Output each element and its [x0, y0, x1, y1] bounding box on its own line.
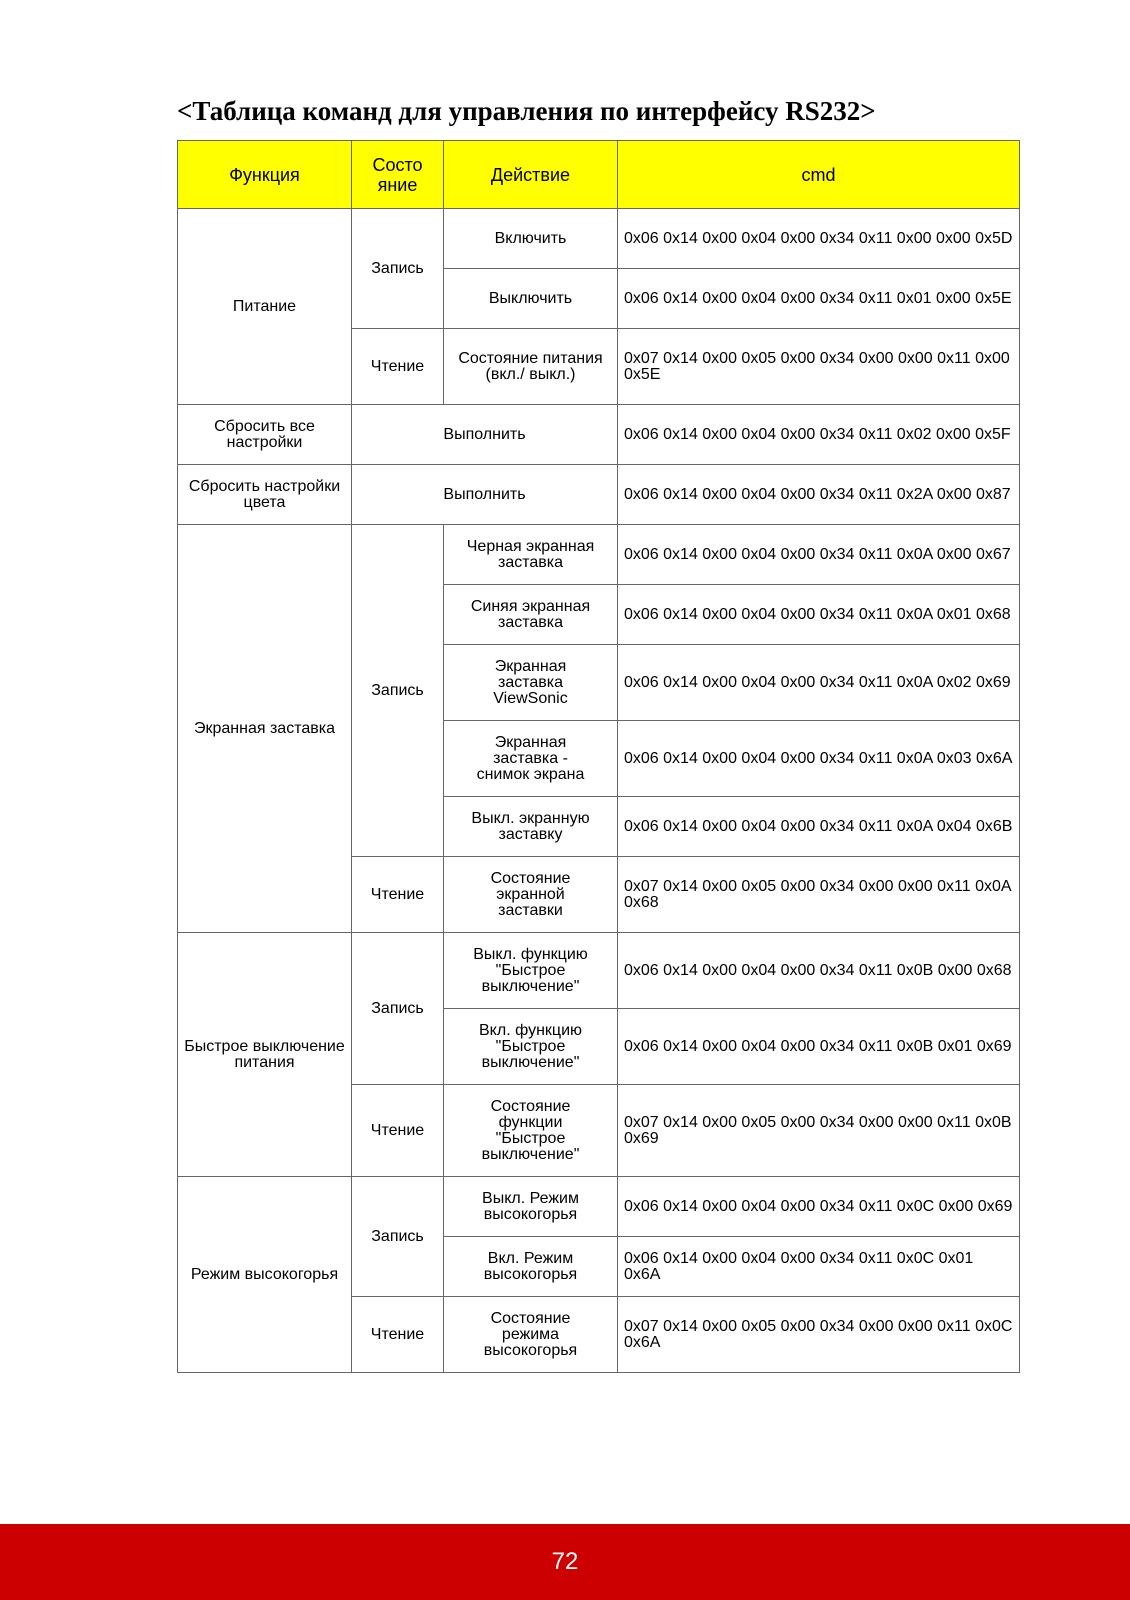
cmd-cell: 0x07 0x14 0x00 0x05 0x00 0x34 0x00 0x00 0x11 0x0B 0x69	[618, 1085, 1020, 1177]
state-cell: Чтение	[352, 329, 444, 405]
state-cell: Запись	[352, 209, 444, 329]
cmd-cell: 0x06 0x14 0x00 0x04 0x00 0x34 0x11 0x0A 0x01 0x68	[618, 585, 1020, 645]
cmd-cell: 0x06 0x14 0x00 0x04 0x00 0x34 0x11 0x0B 0x00 0x68	[618, 933, 1020, 1009]
cmd-cell: 0x06 0x14 0x00 0x04 0x00 0x34 0x11 0x2A 0x00 0x87	[618, 465, 1020, 525]
table-row	[178, 933, 1020, 1009]
cmd-cell: 0x07 0x14 0x00 0x05 0x00 0x34 0x00 0x00 0x11 0x00 0x5E	[618, 329, 1020, 405]
state-cell: Чтение	[352, 857, 444, 933]
cmd-cell: 0x06 0x14 0x00 0x04 0x00 0x34 0x11 0x0A 0x00 0x67	[618, 525, 1020, 585]
state-cell: Запись	[352, 933, 444, 1085]
header-function: Функция	[178, 141, 352, 209]
header-action: Действие	[444, 141, 618, 209]
cmd-cell: 0x06 0x14 0x00 0x04 0x00 0x34 0x11 0x02 0x00 0x5F	[618, 405, 1020, 465]
page-title: <Таблица команд для управления по интерфейсу RS232>	[177, 96, 876, 126]
action-cell	[444, 1085, 618, 1177]
cmd-cell: 0x06 0x14 0x00 0x04 0x00 0x34 0x11 0x0C 0x00 0x69	[618, 1177, 1020, 1237]
header-state	[352, 141, 444, 209]
action-cell	[444, 1009, 618, 1085]
action-cell	[444, 721, 618, 797]
cmd-cell: 0x06 0x14 0x00 0x04 0x00 0x34 0x11 0x00 0x00 0x5D	[618, 209, 1020, 269]
action-text: Экранная заставка - снимок экрана	[476, 733, 585, 783]
cmd-cell: 0x06 0x14 0x00 0x04 0x00 0x34 0x11 0x0A 0x03 0x6A	[618, 721, 1020, 797]
cmd-cell: 0x06 0x14 0x00 0x04 0x00 0x34 0x11 0x0B 0x01 0x69	[618, 1009, 1020, 1085]
page-number: 72	[551, 1548, 579, 1575]
function-cell: Экранная заставка	[178, 525, 352, 933]
action-cell: Выполнить	[352, 465, 618, 525]
table-header-row	[178, 141, 1020, 209]
action-cell: Выполнить	[352, 405, 618, 465]
action-cell	[444, 857, 618, 933]
table-row	[178, 209, 1020, 269]
action-cell	[444, 1237, 618, 1297]
action-cell	[444, 1177, 618, 1237]
action-text: Выкл. Режим высокогорья	[482, 1189, 579, 1223]
action-cell	[444, 933, 618, 1009]
cmd-cell: 0x06 0x14 0x00 0x04 0x00 0x34 0x11 0x0A 0x02 0x69	[618, 645, 1020, 721]
action-cell	[444, 645, 618, 721]
action-text: Экранная заставка ViewSonic	[493, 657, 568, 707]
cmd-cell: 0x06 0x14 0x00 0x04 0x00 0x34 0x11 0x0A 0x04 0x6B	[618, 797, 1020, 857]
action-text: Вкл. функцию "Быстрое выключение"	[479, 1021, 582, 1071]
function-cell: Сбросить настройки цвета	[178, 465, 352, 525]
state-cell: Запись	[352, 525, 444, 857]
cmd-cell: 0x07 0x14 0x00 0x05 0x00 0x34 0x00 0x00 0x11 0x0C 0x6A	[618, 1297, 1020, 1373]
header-state-text: Состо яние	[372, 154, 423, 195]
header-cmd: cmd	[618, 141, 1020, 209]
table-row	[178, 1177, 1020, 1237]
function-cell: Сбросить все настройки	[178, 405, 352, 465]
state-cell: Чтение	[352, 1085, 444, 1177]
state-cell: Запись	[352, 1177, 444, 1297]
rs232-command-table	[177, 140, 1020, 1373]
action-cell: Состояние питания (вкл./ выкл.)	[444, 329, 618, 405]
action-cell	[444, 1297, 618, 1373]
action-cell: Черная экранная заставка	[444, 525, 618, 585]
state-cell: Чтение	[352, 1297, 444, 1373]
cmd-cell: 0x07 0x14 0x00 0x05 0x00 0x34 0x00 0x00 0x11 0x0A 0x68	[618, 857, 1020, 933]
action-text: Вкл. Режим высокогорья	[483, 1249, 578, 1283]
action-cell: Синяя экранная заставка	[444, 585, 618, 645]
table-row	[178, 405, 1020, 465]
page-footer	[0, 1524, 1130, 1600]
action-text: Состояние режима высокогорья	[483, 1309, 578, 1359]
action-text: Состояние функции "Быстрое выключение"	[481, 1097, 580, 1163]
function-cell: Режим высокогорья	[178, 1177, 352, 1373]
action-cell: Выключить	[444, 269, 618, 329]
table-row	[178, 465, 1020, 525]
table-row	[178, 525, 1020, 585]
action-text: Состояние экранной заставки	[490, 869, 571, 919]
cmd-cell: 0x06 0x14 0x00 0x04 0x00 0x34 0x11 0x01 0x00 0x5E	[618, 269, 1020, 329]
action-text: Выкл. функцию "Быстрое выключение"	[473, 945, 588, 995]
action-cell: Выкл. экранную заставку	[444, 797, 618, 857]
function-cell: Питание	[178, 209, 352, 405]
function-cell: Быстрое выключение питания	[178, 933, 352, 1177]
cmd-cell: 0x06 0x14 0x00 0x04 0x00 0x34 0x11 0x0C 0x01 0x6A	[618, 1237, 1020, 1297]
action-cell: Включить	[444, 209, 618, 269]
